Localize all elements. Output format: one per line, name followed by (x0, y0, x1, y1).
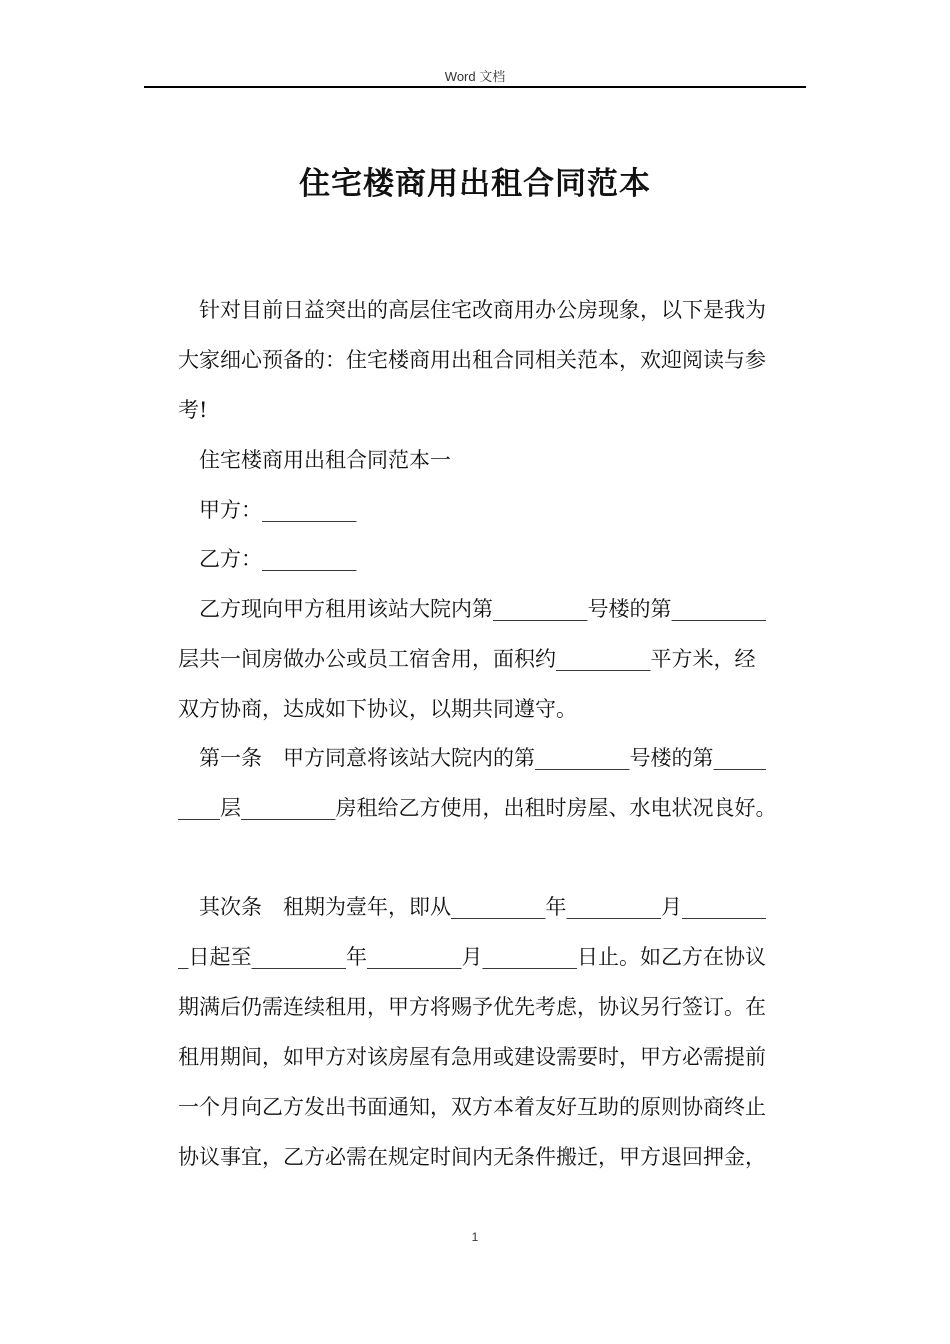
header-divider (144, 86, 806, 88)
body-line: 针对目前日益突出的高层住宅改商用办公房现象，以下是我为 (178, 298, 766, 322)
page-header-label: Word 文档 (444, 69, 506, 84)
document-title: 住宅楼商用出租合同范本 (299, 166, 651, 202)
body-line: 其次条 租期为壹年，即从_________年_________月________ (178, 895, 766, 919)
body-line: 层共一间房做办公或员工宿舍用，面积约_________平方米，经 (178, 647, 756, 671)
body-line: 住宅楼商用出租合同范本一 (178, 448, 451, 472)
body-line: 乙方现向甲方租用该站大院内第_________号楼的第_________ (178, 597, 766, 621)
body-line: ____层_________房租给乙方使用，出租时房屋、水电状况良好。 (178, 796, 777, 820)
body-line: 考! (178, 398, 208, 422)
body-line: 甲方：_________ (178, 498, 357, 522)
body-line: 租用期间，如甲方对该房屋有急用或建设需要时，甲方必需提前 (178, 1045, 766, 1069)
body-line: 期满后仍需连续租用，甲方将赐予优先考虑，协议另行签订。在 (178, 995, 766, 1019)
body-line: 大家细心预备的：住宅楼商用出租合同相关范本，欢迎阅读与参 (178, 348, 766, 372)
body-line: 双方协商，达成如下协议，以期共同遵守。 (178, 697, 577, 721)
body-line: 第一条 甲方同意将该站大院内的第_________号楼的第_____ (178, 746, 766, 770)
body-line: 一个月向乙方发出书面通知，双方本着友好互助的原则协商终止 (178, 1095, 766, 1119)
body-line: 协议事宜，乙方必需在规定时间内无条件搬迁，甲方退回押金， (178, 1145, 766, 1169)
body-line: 乙方：_________ (178, 547, 357, 571)
page-number: 1 (471, 1230, 479, 1244)
body-line: _日起至_________年_________月_________日止。如乙方在协议 (178, 945, 766, 969)
